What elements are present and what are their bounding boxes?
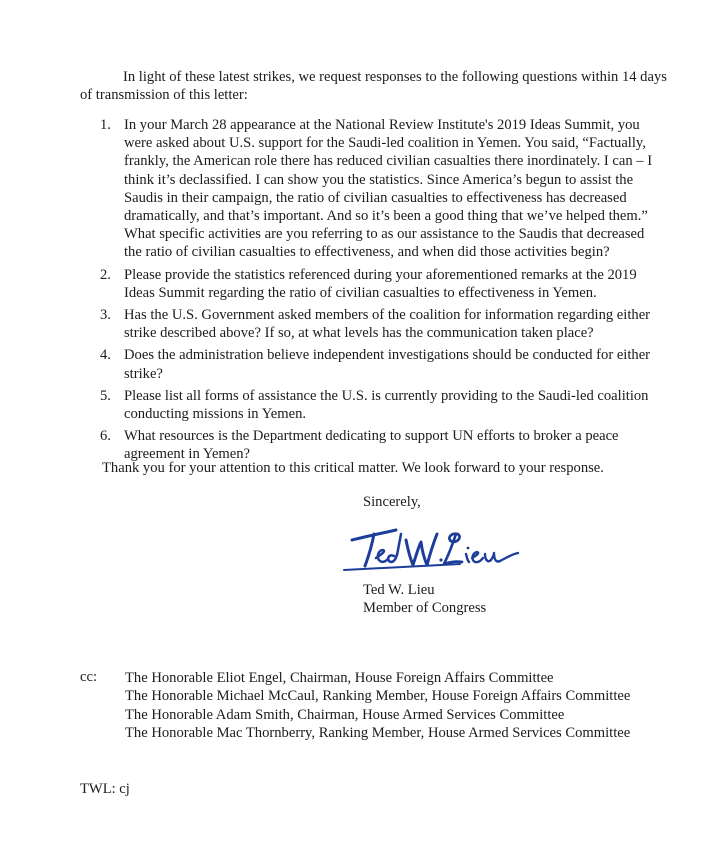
signer-block bbox=[363, 581, 486, 617]
signer-title: Member of Congress bbox=[363, 600, 487, 616]
question-item bbox=[100, 116, 660, 262]
handwritten-signature bbox=[338, 520, 528, 582]
question-number: 5. bbox=[100, 387, 111, 404]
sign-off: Sincerely, bbox=[363, 494, 421, 510]
question-text: Has the U.S. Government asked members of the coalition for information regarding either strike described above? If so, at what levels has the communication taken place? bbox=[124, 307, 651, 342]
question-item bbox=[100, 346, 660, 382]
question-text: In your March 28 appearance at the National Review Institute's 2019 Ideas Summit, you were asked about U.S. support for the Saudi-led coalition in Yemen. You said, “Factually, frankly, the American role there has reduced civilian casualties there inordinately. I can – I think it’s declassified. I can show you the statistics. Since America’s begun to assist the Saudis in their campaign, the ratio of civilian casualties to effectiveness has decreased dramatically, and that’s important. And so it’s been a good thing that we’ve helped them.” What specific activities are you referring to as our assistance to the Saudis that decreased the ratio of civilian casualties to effectiveness, and when did those activities begin? bbox=[124, 117, 653, 261]
cc-label: cc: bbox=[80, 669, 98, 685]
question-number: 3. bbox=[100, 307, 111, 324]
questions-list bbox=[100, 116, 660, 468]
cc-recipient: The Honorable Adam Smith, Chairman, House Armed Services Committee bbox=[125, 706, 565, 723]
intro-paragraph: In light of these latest strikes, we request responses to the following questions within 14 days of transmission of this letter: bbox=[80, 69, 667, 103]
cc-recipient: The Honorable Eliot Engel, Chairman, House Foreign Affairs Committee bbox=[125, 670, 554, 686]
question-item bbox=[100, 306, 660, 342]
cc-recipient: The Honorable Mac Thornberry, Ranking Member, House Armed Services Committee bbox=[125, 725, 631, 742]
cc-list bbox=[125, 669, 630, 743]
typist-initials: TWL: cj bbox=[80, 781, 130, 797]
question-item bbox=[100, 387, 660, 423]
signer-name: Ted W. Lieu bbox=[363, 582, 435, 598]
question-number: 2. bbox=[100, 266, 111, 283]
question-item bbox=[100, 266, 660, 302]
question-number: 1. bbox=[100, 117, 111, 133]
question-text: Does the administration believe independent investigations should be conducted for either strike? bbox=[124, 347, 651, 382]
cc-recipient: The Honorable Michael McCaul, Ranking Member, House Foreign Affairs Committee bbox=[125, 688, 631, 705]
closing-paragraph: Thank you for your attention to this critical matter. We look forward to your response. bbox=[102, 460, 604, 476]
question-number: 6. bbox=[100, 428, 111, 445]
question-text: Please list all forms of assistance the U.S. is currently providing to the Saudi-led coalition conducting missions in Yemen. bbox=[124, 387, 649, 423]
question-text: What resources is the Department dedicating to support UN efforts to broker a peace agreement in Yemen? bbox=[124, 428, 619, 463]
question-number: 4. bbox=[100, 347, 111, 364]
question-text: Please provide the statistics referenced during your aforementioned remarks at the 2019 Ideas Summit regarding the ratio of civilian casualties to effectiveness in Yemen. bbox=[124, 266, 637, 301]
